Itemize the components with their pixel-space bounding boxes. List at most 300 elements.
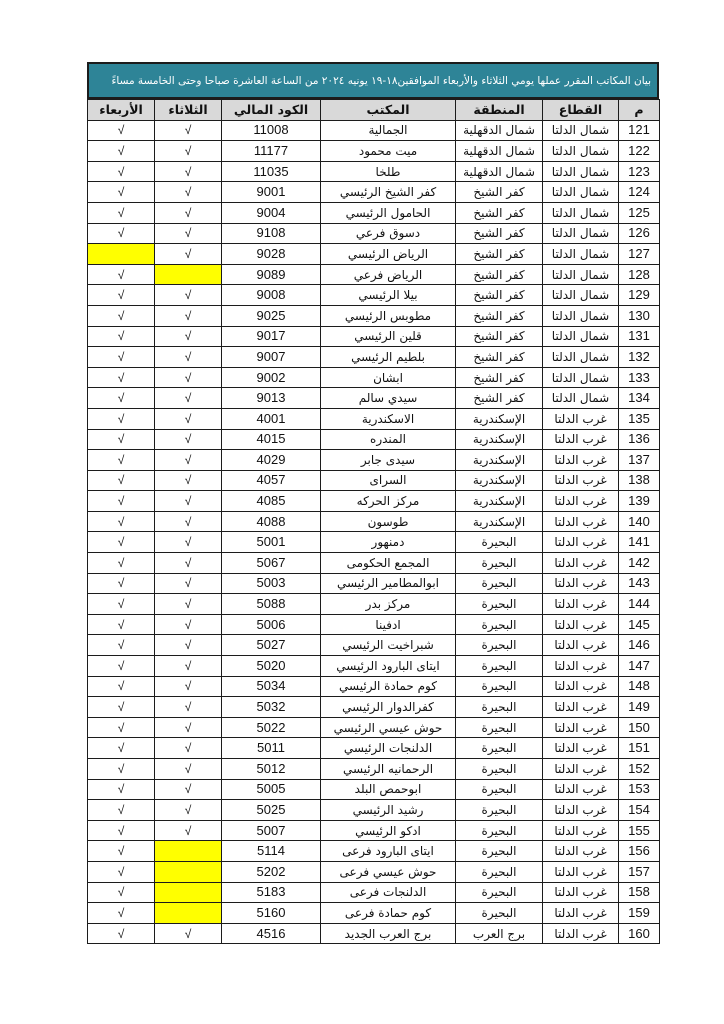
table-row xyxy=(88,697,660,718)
sector-cell: شمال الدلتا xyxy=(543,202,619,223)
wednesday-cell: √ xyxy=(88,820,155,841)
office-cell: ايتاى البارود الرئيسي xyxy=(321,656,456,677)
table-row xyxy=(88,244,660,265)
sector-cell: شمال الدلتا xyxy=(543,120,619,141)
office-cell: سيدي سالم xyxy=(321,388,456,409)
region-cell: البحيرة xyxy=(456,614,543,635)
table-row xyxy=(88,120,660,141)
wednesday-cell: √ xyxy=(88,717,155,738)
index-cell: 141 xyxy=(619,532,660,553)
sector-cell: غرب الدلتا xyxy=(543,470,619,491)
code-cell: 5088 xyxy=(222,594,321,615)
region-cell: البحيرة xyxy=(456,759,543,780)
tuesday-cell: √ xyxy=(155,820,222,841)
region-cell: كفر الشيخ xyxy=(456,367,543,388)
header-region: المنطقة xyxy=(456,100,543,121)
tuesday-cell: √ xyxy=(155,450,222,471)
header-index: م xyxy=(619,100,660,121)
tuesday-cell: √ xyxy=(155,511,222,532)
office-cell: المندره xyxy=(321,429,456,450)
code-cell: 5032 xyxy=(222,697,321,718)
region-cell: البحيرة xyxy=(456,635,543,656)
office-schedule-sheet xyxy=(87,62,659,944)
index-cell: 128 xyxy=(619,264,660,285)
region-cell: الإسكندرية xyxy=(456,491,543,512)
sector-cell: غرب الدلتا xyxy=(543,903,619,924)
sector-cell: شمال الدلتا xyxy=(543,141,619,162)
region-cell: الإسكندرية xyxy=(456,511,543,532)
tuesday-cell: √ xyxy=(155,491,222,512)
region-cell: كفر الشيخ xyxy=(456,347,543,368)
code-cell: 5025 xyxy=(222,800,321,821)
region-cell: كفر الشيخ xyxy=(456,182,543,203)
code-cell: 9089 xyxy=(222,264,321,285)
code-cell: 5011 xyxy=(222,738,321,759)
table-row xyxy=(88,903,660,924)
tuesday-cell: √ xyxy=(155,759,222,780)
code-cell: 5067 xyxy=(222,553,321,574)
wednesday-cell: √ xyxy=(88,429,155,450)
office-cell: الجمالية xyxy=(321,120,456,141)
sector-cell: غرب الدلتا xyxy=(543,656,619,677)
wednesday-cell: √ xyxy=(88,553,155,574)
region-cell: الإسكندرية xyxy=(456,429,543,450)
table-row xyxy=(88,450,660,471)
code-cell: 5001 xyxy=(222,532,321,553)
tuesday-cell: √ xyxy=(155,141,222,162)
sector-cell: غرب الدلتا xyxy=(543,511,619,532)
wednesday-cell: √ xyxy=(88,120,155,141)
table-row xyxy=(88,594,660,615)
tuesday-cell: √ xyxy=(155,800,222,821)
sheet-title: بيان المكاتب المقرر عملها يومي الثلاثاء والأربعاء الموافقين١٨-١٩ يونيه ٢٠٢٤ من الساعة العاشرة صباحا وحتى الخامسة مساءً xyxy=(87,62,659,99)
office-cell: الحامول الرئيسي xyxy=(321,202,456,223)
region-cell: شمال الدقهلية xyxy=(456,120,543,141)
table-row xyxy=(88,841,660,862)
office-cell: دسوق فرعي xyxy=(321,223,456,244)
wednesday-cell: √ xyxy=(88,614,155,635)
wednesday-cell: √ xyxy=(88,779,155,800)
office-cell: الدلنجات الرئيسي xyxy=(321,738,456,759)
office-cell: الرياض الرئيسي xyxy=(321,244,456,265)
index-cell: 158 xyxy=(619,882,660,903)
header-code: الكود المالي xyxy=(222,100,321,121)
table-header-row xyxy=(88,100,660,121)
sector-cell: غرب الدلتا xyxy=(543,779,619,800)
office-cell: مركز الحركه xyxy=(321,491,456,512)
index-cell: 139 xyxy=(619,491,660,512)
sector-cell: غرب الدلتا xyxy=(543,594,619,615)
table-row xyxy=(88,161,660,182)
sector-cell: غرب الدلتا xyxy=(543,861,619,882)
region-cell: كفر الشيخ xyxy=(456,326,543,347)
sector-cell: شمال الدلتا xyxy=(543,388,619,409)
wednesday-cell: √ xyxy=(88,923,155,944)
wednesday-cell: √ xyxy=(88,676,155,697)
index-cell: 142 xyxy=(619,553,660,574)
table-row xyxy=(88,614,660,635)
wednesday-cell: √ xyxy=(88,388,155,409)
tuesday-cell: √ xyxy=(155,676,222,697)
table-row xyxy=(88,820,660,841)
header-tuesday: الثلاثاء xyxy=(155,100,222,121)
office-cell: ادفينا xyxy=(321,614,456,635)
tuesday-cell: √ xyxy=(155,367,222,388)
code-cell: 5202 xyxy=(222,861,321,882)
sector-cell: غرب الدلتا xyxy=(543,820,619,841)
code-cell: 4085 xyxy=(222,491,321,512)
region-cell: البحيرة xyxy=(456,573,543,594)
sector-cell: شمال الدلتا xyxy=(543,264,619,285)
region-cell: شمال الدقهلية xyxy=(456,141,543,162)
tuesday-cell: √ xyxy=(155,532,222,553)
sector-cell: شمال الدلتا xyxy=(543,244,619,265)
table-row xyxy=(88,367,660,388)
sector-cell: شمال الدلتا xyxy=(543,161,619,182)
index-cell: 153 xyxy=(619,779,660,800)
region-cell: البحيرة xyxy=(456,717,543,738)
table-row xyxy=(88,491,660,512)
index-cell: 151 xyxy=(619,738,660,759)
index-cell: 155 xyxy=(619,820,660,841)
code-cell: 5020 xyxy=(222,656,321,677)
index-cell: 129 xyxy=(619,285,660,306)
wednesday-cell: √ xyxy=(88,470,155,491)
office-cell: ميت محمود xyxy=(321,141,456,162)
tuesday-cell: √ xyxy=(155,326,222,347)
office-cell: كفرالدوار الرئيسي xyxy=(321,697,456,718)
code-cell: 9028 xyxy=(222,244,321,265)
office-cell: برج العرب الجديد xyxy=(321,923,456,944)
index-cell: 131 xyxy=(619,326,660,347)
index-cell: 154 xyxy=(619,800,660,821)
index-cell: 157 xyxy=(619,861,660,882)
office-cell: طلخا xyxy=(321,161,456,182)
table-row xyxy=(88,470,660,491)
code-cell: 5114 xyxy=(222,841,321,862)
office-cell: الدلنجات فرعى xyxy=(321,882,456,903)
table-row xyxy=(88,800,660,821)
table-row xyxy=(88,326,660,347)
wednesday-cell: √ xyxy=(88,408,155,429)
region-cell: شمال الدقهلية xyxy=(456,161,543,182)
header-wednesday: الأربعاء xyxy=(88,100,155,121)
office-cell: الرياض فرعي xyxy=(321,264,456,285)
index-cell: 123 xyxy=(619,161,660,182)
table-row xyxy=(88,532,660,553)
sector-cell: غرب الدلتا xyxy=(543,491,619,512)
tuesday-cell: √ xyxy=(155,161,222,182)
table-row xyxy=(88,923,660,944)
sector-cell: غرب الدلتا xyxy=(543,717,619,738)
tuesday-cell xyxy=(155,882,222,903)
sector-cell: غرب الدلتا xyxy=(543,408,619,429)
tuesday-cell: √ xyxy=(155,635,222,656)
region-cell: البحيرة xyxy=(456,882,543,903)
office-cell: بيلا الرئيسي xyxy=(321,285,456,306)
wednesday-cell: √ xyxy=(88,202,155,223)
wednesday-cell: √ xyxy=(88,882,155,903)
region-cell: البحيرة xyxy=(456,779,543,800)
index-cell: 121 xyxy=(619,120,660,141)
region-cell: البحيرة xyxy=(456,676,543,697)
wednesday-cell: √ xyxy=(88,903,155,924)
index-cell: 126 xyxy=(619,223,660,244)
code-cell: 9002 xyxy=(222,367,321,388)
region-cell: برج العرب xyxy=(456,923,543,944)
sector-cell: غرب الدلتا xyxy=(543,676,619,697)
office-schedule-table xyxy=(87,99,660,944)
office-cell: ابوالمطامير الرئيسي xyxy=(321,573,456,594)
code-cell: 5027 xyxy=(222,635,321,656)
region-cell: الإسكندرية xyxy=(456,450,543,471)
index-cell: 130 xyxy=(619,305,660,326)
wednesday-cell: √ xyxy=(88,841,155,862)
region-cell: البحيرة xyxy=(456,820,543,841)
code-cell: 9007 xyxy=(222,347,321,368)
sector-cell: غرب الدلتا xyxy=(543,635,619,656)
wednesday-cell: √ xyxy=(88,285,155,306)
region-cell: البحيرة xyxy=(456,861,543,882)
tuesday-cell: √ xyxy=(155,182,222,203)
index-cell: 133 xyxy=(619,367,660,388)
index-cell: 147 xyxy=(619,656,660,677)
sector-cell: غرب الدلتا xyxy=(543,738,619,759)
index-cell: 136 xyxy=(619,429,660,450)
office-cell: رشيد الرئيسي xyxy=(321,800,456,821)
index-cell: 148 xyxy=(619,676,660,697)
sector-cell: شمال الدلتا xyxy=(543,367,619,388)
office-cell: مطوبس الرئيسي xyxy=(321,305,456,326)
table-row xyxy=(88,347,660,368)
code-cell: 4088 xyxy=(222,511,321,532)
tuesday-cell: √ xyxy=(155,429,222,450)
wednesday-cell: √ xyxy=(88,264,155,285)
code-cell: 4001 xyxy=(222,408,321,429)
table-row xyxy=(88,285,660,306)
code-cell: 9001 xyxy=(222,182,321,203)
region-cell: البحيرة xyxy=(456,738,543,759)
office-cell: سيدى جابر xyxy=(321,450,456,471)
office-cell: طوسون xyxy=(321,511,456,532)
office-cell: شبراخيت الرئيسي xyxy=(321,635,456,656)
code-cell: 11035 xyxy=(222,161,321,182)
tuesday-cell: √ xyxy=(155,347,222,368)
index-cell: 124 xyxy=(619,182,660,203)
table-row xyxy=(88,141,660,162)
code-cell: 11177 xyxy=(222,141,321,162)
index-cell: 125 xyxy=(619,202,660,223)
office-cell: المجمع الحكومى xyxy=(321,553,456,574)
office-cell: ابوحمص البلد xyxy=(321,779,456,800)
sector-cell: غرب الدلتا xyxy=(543,882,619,903)
wednesday-cell: √ xyxy=(88,594,155,615)
index-cell: 134 xyxy=(619,388,660,409)
table-row xyxy=(88,264,660,285)
code-cell: 5034 xyxy=(222,676,321,697)
index-cell: 150 xyxy=(619,717,660,738)
table-row xyxy=(88,779,660,800)
wednesday-cell: √ xyxy=(88,182,155,203)
region-cell: الإسكندرية xyxy=(456,408,543,429)
table-row xyxy=(88,656,660,677)
index-cell: 132 xyxy=(619,347,660,368)
code-cell: 5005 xyxy=(222,779,321,800)
wednesday-cell: √ xyxy=(88,223,155,244)
sector-cell: غرب الدلتا xyxy=(543,614,619,635)
table-row xyxy=(88,759,660,780)
index-cell: 138 xyxy=(619,470,660,491)
region-cell: كفر الشيخ xyxy=(456,202,543,223)
office-cell: كوم حمادة الرئيسي xyxy=(321,676,456,697)
wednesday-cell: √ xyxy=(88,326,155,347)
sector-cell: غرب الدلتا xyxy=(543,923,619,944)
tuesday-cell: √ xyxy=(155,717,222,738)
office-cell: مركز بدر xyxy=(321,594,456,615)
code-cell: 5183 xyxy=(222,882,321,903)
region-cell: البحيرة xyxy=(456,532,543,553)
tuesday-cell: √ xyxy=(155,614,222,635)
tuesday-cell xyxy=(155,861,222,882)
office-cell: الرحمانيه الرئيسي xyxy=(321,759,456,780)
code-cell: 5012 xyxy=(222,759,321,780)
index-cell: 122 xyxy=(619,141,660,162)
code-cell: 9013 xyxy=(222,388,321,409)
wednesday-cell: √ xyxy=(88,367,155,388)
sector-cell: غرب الدلتا xyxy=(543,450,619,471)
tuesday-cell: √ xyxy=(155,923,222,944)
table-row xyxy=(88,635,660,656)
code-cell: 9108 xyxy=(222,223,321,244)
index-cell: 156 xyxy=(619,841,660,862)
office-cell: دمنهور xyxy=(321,532,456,553)
table-row xyxy=(88,305,660,326)
index-cell: 145 xyxy=(619,614,660,635)
office-cell: حوش عيسي الرئيسي xyxy=(321,717,456,738)
index-cell: 127 xyxy=(619,244,660,265)
region-cell: البحيرة xyxy=(456,553,543,574)
sector-cell: غرب الدلتا xyxy=(543,429,619,450)
tuesday-cell: √ xyxy=(155,305,222,326)
table-row xyxy=(88,573,660,594)
table-row xyxy=(88,388,660,409)
wednesday-cell: √ xyxy=(88,861,155,882)
code-cell: 11008 xyxy=(222,120,321,141)
region-cell: كفر الشيخ xyxy=(456,285,543,306)
code-cell: 4057 xyxy=(222,470,321,491)
header-office: المكتب xyxy=(321,100,456,121)
sector-cell: غرب الدلتا xyxy=(543,573,619,594)
table-row xyxy=(88,553,660,574)
index-cell: 160 xyxy=(619,923,660,944)
wednesday-cell: √ xyxy=(88,450,155,471)
table-row xyxy=(88,676,660,697)
region-cell: البحيرة xyxy=(456,800,543,821)
tuesday-cell xyxy=(155,841,222,862)
tuesday-cell: √ xyxy=(155,594,222,615)
code-cell: 5007 xyxy=(222,820,321,841)
region-cell: الإسكندرية xyxy=(456,470,543,491)
tuesday-cell: √ xyxy=(155,388,222,409)
code-cell: 5160 xyxy=(222,903,321,924)
code-cell: 9017 xyxy=(222,326,321,347)
index-cell: 146 xyxy=(619,635,660,656)
office-cell: ابشان xyxy=(321,367,456,388)
tuesday-cell: √ xyxy=(155,408,222,429)
office-cell: السراى xyxy=(321,470,456,491)
region-cell: كفر الشيخ xyxy=(456,264,543,285)
tuesday-cell: √ xyxy=(155,656,222,677)
index-cell: 159 xyxy=(619,903,660,924)
wednesday-cell: √ xyxy=(88,491,155,512)
region-cell: البحيرة xyxy=(456,841,543,862)
code-cell: 5006 xyxy=(222,614,321,635)
table-row xyxy=(88,223,660,244)
table-row xyxy=(88,511,660,532)
wednesday-cell: √ xyxy=(88,656,155,677)
tuesday-cell: √ xyxy=(155,573,222,594)
sector-cell: غرب الدلتا xyxy=(543,841,619,862)
tuesday-cell: √ xyxy=(155,470,222,491)
tuesday-cell xyxy=(155,264,222,285)
wednesday-cell: √ xyxy=(88,532,155,553)
region-cell: البحيرة xyxy=(456,594,543,615)
table-row xyxy=(88,882,660,903)
index-cell: 143 xyxy=(619,573,660,594)
index-cell: 135 xyxy=(619,408,660,429)
index-cell: 149 xyxy=(619,697,660,718)
wednesday-cell: √ xyxy=(88,800,155,821)
tuesday-cell: √ xyxy=(155,120,222,141)
wednesday-cell: √ xyxy=(88,697,155,718)
office-cell: قلين الرئيسي xyxy=(321,326,456,347)
region-cell: كفر الشيخ xyxy=(456,244,543,265)
wednesday-cell: √ xyxy=(88,347,155,368)
office-cell: حوش عيسي فرعى xyxy=(321,861,456,882)
wednesday-cell: √ xyxy=(88,305,155,326)
sector-cell: شمال الدلتا xyxy=(543,347,619,368)
sector-cell: غرب الدلتا xyxy=(543,759,619,780)
sector-cell: غرب الدلتا xyxy=(543,800,619,821)
sector-cell: غرب الدلتا xyxy=(543,532,619,553)
tuesday-cell: √ xyxy=(155,223,222,244)
region-cell: كفر الشيخ xyxy=(456,223,543,244)
wednesday-cell: √ xyxy=(88,759,155,780)
tuesday-cell: √ xyxy=(155,779,222,800)
index-cell: 152 xyxy=(619,759,660,780)
office-cell: ادكو الرئيسي xyxy=(321,820,456,841)
wednesday-cell xyxy=(88,244,155,265)
code-cell: 4015 xyxy=(222,429,321,450)
sector-cell: شمال الدلتا xyxy=(543,305,619,326)
sector-cell: شمال الدلتا xyxy=(543,326,619,347)
office-cell: كفر الشيخ الرئيسي xyxy=(321,182,456,203)
tuesday-cell: √ xyxy=(155,553,222,574)
table-row xyxy=(88,429,660,450)
code-cell: 9025 xyxy=(222,305,321,326)
wednesday-cell: √ xyxy=(88,141,155,162)
wednesday-cell: √ xyxy=(88,161,155,182)
tuesday-cell: √ xyxy=(155,738,222,759)
tuesday-cell: √ xyxy=(155,202,222,223)
sector-cell: شمال الدلتا xyxy=(543,285,619,306)
region-cell: كفر الشيخ xyxy=(456,388,543,409)
table-row xyxy=(88,861,660,882)
sector-cell: شمال الدلتا xyxy=(543,182,619,203)
region-cell: البحيرة xyxy=(456,656,543,677)
region-cell: كفر الشيخ xyxy=(456,305,543,326)
tuesday-cell: √ xyxy=(155,244,222,265)
